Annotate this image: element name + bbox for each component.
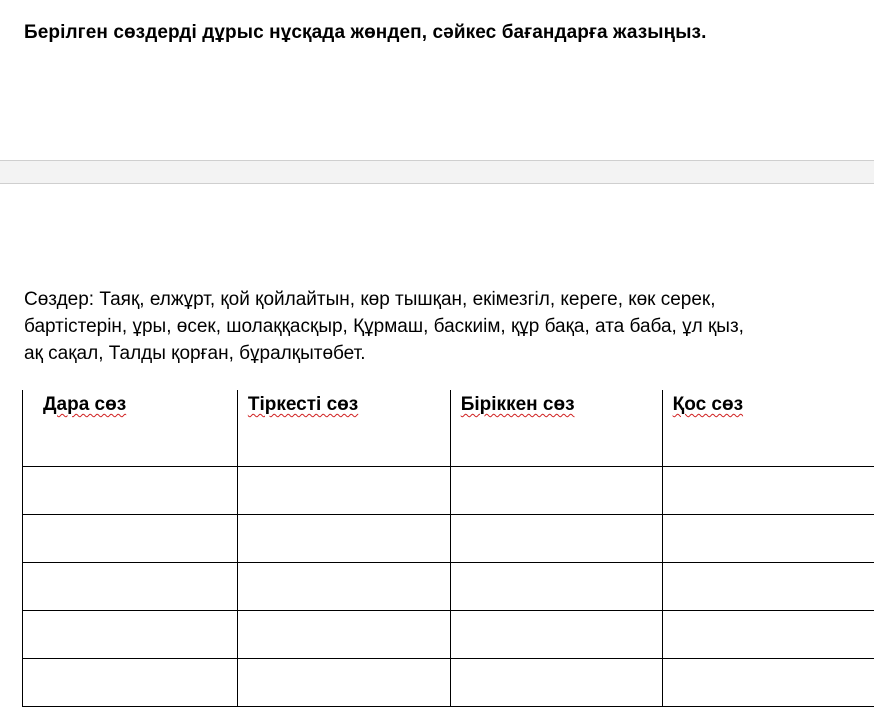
table-cell[interactable]: [450, 466, 662, 514]
classification-table: [22, 390, 874, 707]
table-cell[interactable]: [23, 562, 238, 610]
table-cell[interactable]: [237, 610, 450, 658]
table-cell[interactable]: [237, 466, 450, 514]
header-label-birikken: Біріккен сөз: [460, 394, 575, 415]
table-cell[interactable]: [23, 514, 238, 562]
table-cell[interactable]: [662, 514, 874, 562]
table-row: [23, 514, 874, 562]
word-list-line: ақ сақал, Талды қорған, бұралқытөбет.: [24, 343, 366, 364]
header-label-tirkesti: Тіркесті сөз: [247, 394, 359, 415]
table-row: [23, 562, 874, 610]
table-cell[interactable]: [450, 658, 662, 706]
table-header-row: [23, 390, 874, 466]
table-row: [23, 466, 874, 514]
table-cell[interactable]: [450, 610, 662, 658]
table-cell[interactable]: [237, 514, 450, 562]
table-cell[interactable]: [662, 658, 874, 706]
table-cell[interactable]: [662, 610, 874, 658]
table-cell[interactable]: [450, 514, 662, 562]
header-cell-tirkesti[interactable]: [237, 390, 450, 466]
header-label-qos: Қос сөз: [672, 394, 744, 415]
header-label-dara: Дара сөз: [43, 394, 127, 415]
table-cell[interactable]: [23, 466, 238, 514]
table-cell[interactable]: [662, 562, 874, 610]
table-row: [23, 658, 874, 706]
word-list: [24, 286, 870, 367]
header-cell-qos[interactable]: [662, 390, 874, 466]
table-cell[interactable]: [450, 562, 662, 610]
table-cell[interactable]: [237, 562, 450, 610]
table-cell[interactable]: [23, 610, 238, 658]
word-list-line: Сөздер: Таяқ, елжұрт, қой қойлайтын, көр тышқан, екімезгіл, кереге, көк серек,: [24, 289, 716, 310]
task-heading: Берілген сөздерді дұрыс нұсқада жөндеп, сәйкес бағандарға жазыңыз.: [24, 22, 707, 43]
page-break-divider: [0, 160, 874, 184]
word-list-line: бартістерін, ұры, өсек, шолаққасқыр, Құрмаш, баскиім, құр бақа, ата баба, ұл қыз,: [24, 316, 744, 337]
header-cell-birikken[interactable]: [450, 390, 662, 466]
table-row: [23, 610, 874, 658]
header-cell-dara[interactable]: [23, 390, 238, 466]
table-cell[interactable]: [23, 658, 238, 706]
table-cell[interactable]: [662, 466, 874, 514]
table-cell[interactable]: [237, 658, 450, 706]
